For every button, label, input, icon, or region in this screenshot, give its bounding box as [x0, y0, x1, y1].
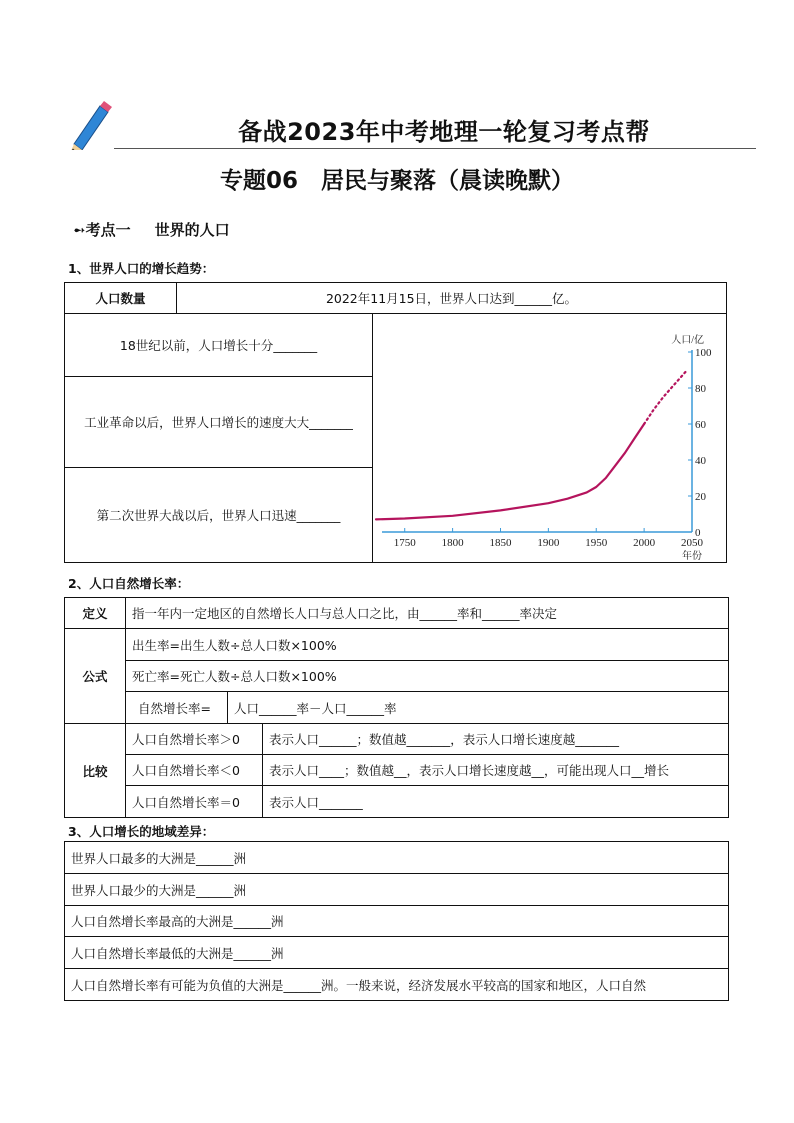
section2-heading: 2、人口自然增长率：: [68, 576, 190, 591]
trend-item: 18世纪以前，人口增长十分_______: [65, 314, 373, 377]
population-line: [376, 424, 644, 519]
compare-result: 表示人口_______: [269, 794, 363, 810]
x-tick-label: 2000: [633, 537, 656, 549]
pencil-icon: [66, 100, 112, 150]
kaodian-name: 世界的人口: [154, 221, 230, 239]
formula-label: 公式: [65, 629, 126, 724]
y-tick-label: 100: [695, 347, 712, 359]
document-title: 备战2023年中考地理一轮复习考点帮: [238, 118, 650, 146]
regional-row: 人口自然增长率最低的大洲是______洲: [65, 937, 728, 969]
y-tick-label: 40: [695, 455, 706, 467]
regional-row: 人口自然增长率最高的大洲是______洲: [65, 906, 728, 937]
definition-label: 定义: [65, 598, 126, 629]
regional-row: 世界人口最少的大洲是______洲: [65, 874, 728, 906]
y-tick-label: 80: [695, 383, 706, 395]
section1-heading: 1、世界人口的增长趋势：: [68, 261, 215, 276]
regional-difference-table: [64, 841, 729, 1001]
kaodian-label: 考点一: [85, 221, 131, 239]
natural-growth-formula: 人口______率－人口______率: [228, 692, 728, 724]
compare-result: 表示人口____；数值越__，表示人口增长速度越__，可能出现人口__增长: [263, 755, 728, 786]
compare-condition: 人口自然增长率＜0: [126, 755, 263, 786]
regional-row: 人口自然增长率有可能为负值的大洲是______洲。一般来说，经济发展水平较高的国家和地区，人口自然: [71, 977, 647, 993]
kaodian-heading: [73, 219, 230, 240]
compare-condition: 人口自然增长率＞0: [126, 724, 263, 755]
natural-growth-table: [64, 597, 729, 818]
y-axis-label: 人口/亿: [671, 335, 704, 346]
row-value-population: 2022年11月15日，世界人口达到______亿。: [177, 283, 726, 314]
compare-result: 表示人口______；数值越_______，表示人口增长速度越_______: [263, 724, 728, 755]
header-rule: [114, 148, 756, 149]
regional-row: 世界人口最多的大洲是______洲: [65, 842, 728, 874]
population-projection-line: [644, 370, 687, 424]
natural-growth-formula-label: 自然增长率=: [126, 692, 228, 724]
trend-item: 第二次世界大战以后，世界人口迅速_______: [65, 468, 373, 562]
document-header: [62, 100, 756, 152]
birth-rate-formula: 出生率=出生人数÷总人口数×100%: [126, 629, 728, 661]
population-growth-chart: [374, 315, 726, 562]
x-tick-label: 1750: [393, 537, 416, 549]
x-axis-label: 年份: [682, 551, 702, 562]
x-tick-label: 1950: [585, 537, 608, 549]
x-tick-label: 1900: [537, 537, 560, 549]
y-tick-label: 60: [695, 419, 706, 431]
x-tick-label: 1850: [489, 537, 512, 549]
row-label-population: 人口数量: [65, 283, 177, 314]
definition-text: 指一年内一定地区的自然增长人口与总人口之比，由______率和______率决定: [126, 598, 728, 629]
x-tick-label: 1800: [441, 537, 464, 549]
trend-item: 工业革命以后，世界人口增长的速度大大_______: [65, 377, 373, 468]
document-subtitle: 专题06 居民与聚落（晨读晚默）: [219, 168, 574, 194]
population-trend-table: [64, 282, 727, 563]
arrow-icon: ➻: [73, 221, 86, 239]
compare-label: 比较: [65, 724, 126, 817]
section3-heading: 3、人口增长的地域差异：: [68, 824, 215, 839]
y-tick-label: 20: [695, 491, 706, 503]
compare-condition: 人口自然增长率＝0: [126, 786, 263, 817]
y-tick-label: 0: [695, 527, 701, 539]
x-tick-label: 2050: [681, 537, 703, 549]
death-rate-formula: 死亡率=死亡人数÷总人口数×100%: [126, 661, 728, 692]
